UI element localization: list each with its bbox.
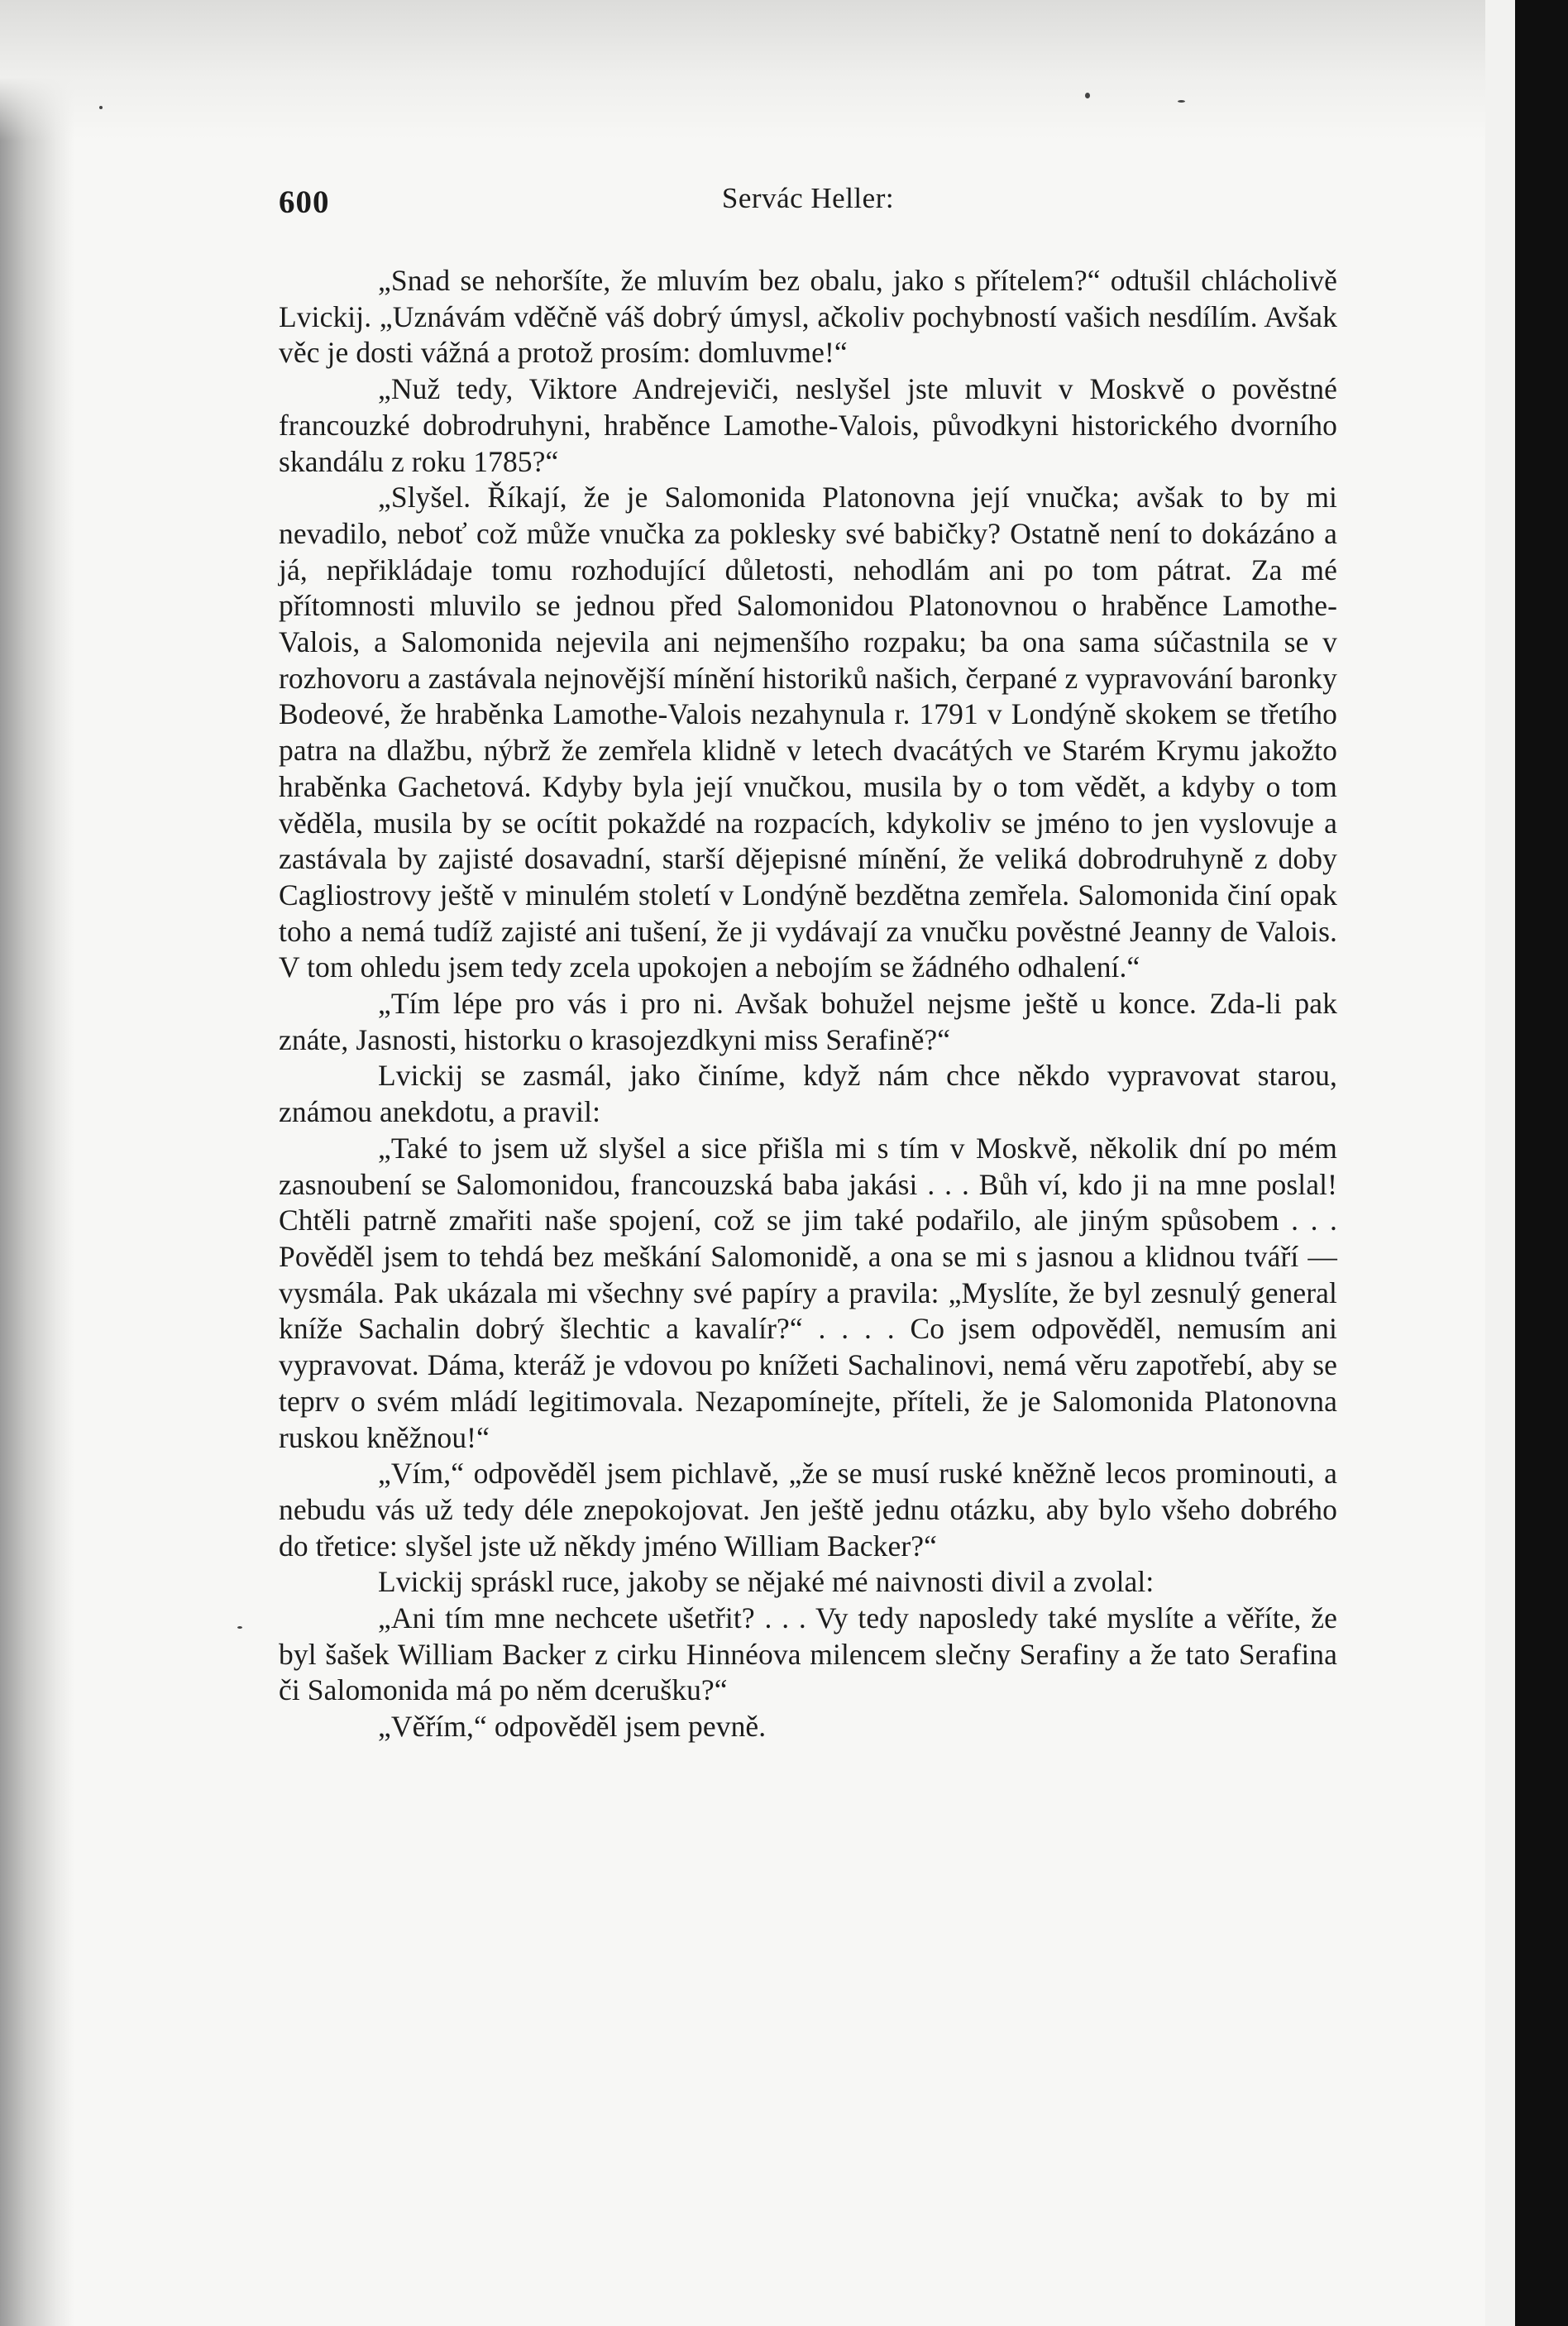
paragraph: „Věřím,“ odpověděl jsem pevně. (378, 1710, 767, 1744)
paragraph: Lvickij spráskl ruce, jakoby se nějaké mé naivnosti divil a zvolal: (378, 1565, 1154, 1599)
paragraph: „Snad se nehoršíte, že mluvím bez obalu, jako s přítelem?“ odtušil chlácholivě Lvickij. „Uznávám vděčně váš dobrý úmysl, ačkoliv pochybností vašich nesdílím. Avšak věc je dosti vážná a protož prosím: domluvme!“ (279, 264, 1337, 370)
top-edge-shadow (0, 0, 1568, 141)
body-text (279, 263, 1337, 1745)
scan-speck (237, 1626, 242, 1629)
page-number: 600 (279, 184, 330, 220)
paragraph: „Také to jsem už slyšel a sice přišla mi s tím v Moskvě, několik dní po mém zasnoubení se Salomonidou, francouzská baba jakási . . . Bůh ví, kdo ji na mne poslal! Chtěli patrně zmařiti naše spojení, což se jim také podařilo, ale jiným spůsobem . . . Pověděl jsem to tehdá bez meškání Salomonidě, a ona se mi s jasnou a klidnou tváří — vysmála. Pak ukázala mi všechny své papíry a pravila: „Myslíte, že byl zesnulý general kníže Sachalin dobrý šlechtic a kavalír?“ . . . . Co jsem odpověděl, nemusím ani vypravovat. Dáma, kteráž je vdovou po knížeti Sachalinovi, nemá věru zapotřebí, aby se teprv o svém mládí legitimovala. Nezapomínejte, příteli, že je Salomonida Platonovna ruskou kněžnou!“ (279, 1131, 1337, 1454)
scan-speck (1085, 93, 1090, 98)
running-head (279, 170, 1337, 220)
paragraph: „Tím lépe pro vás i pro ni. Avšak bohužel nejsme ještě u konce. Zda-li pak znáte, Jasnosti, historku o krasojezdkyni miss Serafině?“ (279, 987, 1337, 1056)
paragraph: „Ani tím mne nechcete ušetřit? . . . Vy tedy naposledy také myslíte a věříte, že byl šašek William Backer z cirku Hinnéova milencem slečny Serafiny a že tato Serafina či Salomonida má po něm dcerušku?“ (279, 1601, 1337, 1707)
text-page (279, 170, 1337, 1745)
paragraph: Lvickij se zasmál, jako činíme, když nám chce někdo vypravovat starou, známou anekdotu, a pravil: (279, 1059, 1337, 1129)
scan-speck (99, 106, 103, 109)
right-border-bar (1515, 0, 1568, 2326)
scan-speck (1178, 100, 1185, 103)
book-spine-shadow (0, 0, 74, 2326)
running-title: Servác Heller: (721, 182, 895, 214)
paragraph: „Vím,“ odpověděl jsem pichlavě, „že se musí ruské kněžně lecos prominouti, a nebudu vás už tedy déle znepokojovat. Jen ještě jednu otázku, aby bylo všeho dobrého do třetice: slyšel jste už někdy jméno William Backer?“ (279, 1457, 1337, 1563)
paragraph: „Slyšel. Říkají, že je Salomonida Platonovna její vnučka; avšak to by mi nevadilo, neboť což může vnučka za poklesky své babičky? Ostatně není to dokázáno a já, nepřikládaje tomu rozhodující důletosti, nehodlám ani po tom pátrat. Za mé přítomnosti mluvilo se jednou před Salomonidou Platonovnou o hraběnce Lamothe-Valois, a Salomonida nejevila ani nejmenšího rozpaku; ba ona sama súčastnila se v rozhovoru a zastávala nejnovější mínění historiků našich, čerpané z vypravování baronky Bodeové, že hraběnka Lamothe-Valois nezahynula r. 1791 v Londýně skokem se třetího patra na dlažbu, nýbrž že zemřela klidně v letech dvacátých ve Starém Krymu jakožto hraběnka Gachetová. Kdyby byla její vnučkou, musila by o tom vědět, a kdyby o tom věděla, musila by se ocítit pokaždé na rozpacích, kdykoliv se jméno to jen vyslovuje a zastávala by zajisté dosavadní, starší dějepisné mínění, že veliká dobrodruhyně z doby Cagliostrovy ještě v minulém století v Londýně bezdětna zemřela. Salomonida činí opak toho a nemá tudíž zajisté ani tušení, že ji vydávají za vnučku pověstné Jeanny de Valois. V tom ohledu jsem tedy zcela upokojen a nebojím se žádného odhalení.“ (279, 481, 1337, 984)
right-page-margin (1485, 0, 1515, 2326)
paragraph: „Nuž tedy, Viktore Andrejeviči, neslyšel jste mluvit v Moskvě o pověstné francouzké dobrodruhyni, hraběnce Lamothe-Valois, původkyni historického dvorního skandálu z roku 1785?“ (279, 372, 1337, 478)
